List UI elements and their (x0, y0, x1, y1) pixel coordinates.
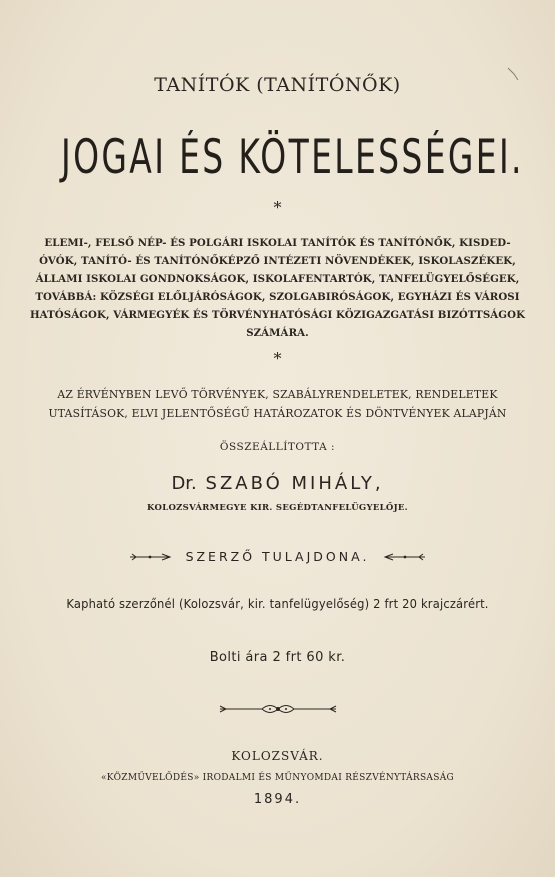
price-from-author: Kapható szerzőnél (Kolozsvár, kir. tanfelügyelőség) 2 frt 20 krajczárért. (66, 596, 489, 611)
scope-block (0, 234, 555, 342)
publication-year: 1894. (253, 792, 302, 807)
scope-line: ELEMI-, FELSŐ NÉP- ÉS POLGÁRI ISKOLAI TANÍTÓK ÉS TANÍTÓNŐK, KISDED- (44, 237, 511, 249)
scope-line: TOVÁBBÁ: KÖZSÉGI ELŐLJÁRÓSÁGOK, SZOLGABIRÓSÁGOK, EGYHÁZI ÉS VÁROSI (35, 291, 520, 303)
main-title: JOGAI ÉS KÖTELESSÉGEI. (61, 130, 524, 185)
subtitle: TANÍTÓK (TANÍTÓNŐK) (154, 74, 401, 96)
scope-line: ÓVÓK, TANÍTÓ- ÉS TANÍTÓNŐKÉPZŐ INTÉZETI NÖVENDÉKEK, ISKOLASZÉKEK, (39, 255, 516, 267)
printer-name: «KÖZMŰVELŐDÉS» IRODALMI ÉS MŰNYOMDAI RÉSZVÉNYTÁRSASÁG (101, 773, 454, 783)
basis-block (0, 385, 555, 423)
paper-mark-icon (506, 66, 520, 82)
shop-price: Bolti ára 2 frt 60 kr. (209, 650, 346, 665)
author-line (0, 473, 555, 494)
ornament-icon (218, 700, 338, 718)
arrow-ornament-right-icon (381, 552, 425, 562)
scope-line: SZÁMÁRA. (246, 327, 309, 339)
star-separator-1: * (273, 198, 282, 217)
compiled-by-label: ÖSSZEÁLLÍTOTTA : (219, 441, 336, 453)
rights-row (0, 549, 555, 564)
scope-line: ÁLLAMI ISKOLAI GONDNOKSÁGOK, ISKOLAFENTARTÓK, TANFELÜGYELŐSÉGEK, (35, 273, 520, 285)
author-name: SZABÓ MIHÁLY, (205, 473, 384, 494)
rights-notice: SZERZŐ TULAJDONA. (185, 549, 370, 564)
star-separator-2: * (273, 349, 282, 368)
basis-line: UTASÍTÁSOK, ELVI JELENTŐSÉGŰ HATÁROZATOK ÉS DÖNTVÉNYEK ALAPJÁN (48, 407, 507, 420)
author-prefix: Dr. (171, 473, 197, 494)
author-role: KOLOZSVÁRMEGYE KIR. SEGÉDTANFELÜGYELŐJE. (147, 503, 408, 513)
basis-line: AZ ÉRVÉNYBEN LEVŐ TÖRVÉNYEK, SZABÁLYRENDELETEK, RENDELETEK (57, 388, 498, 401)
ornamental-divider (0, 700, 555, 718)
publication-city: KOLOZSVÁR. (231, 749, 324, 763)
arrow-ornament-left-icon (130, 552, 174, 562)
scope-line: HATÓSÁGOK, VÁRMEGYÉK ÉS TÖRVÉNYHATÓSÁGI KÖZIGAZGATÁSI BIZÓTTSÁGOK (29, 309, 526, 321)
